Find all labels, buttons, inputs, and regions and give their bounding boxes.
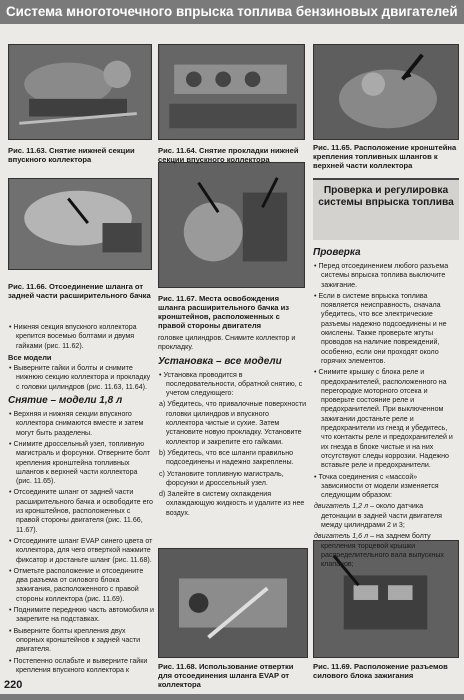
- page-number: 220: [4, 679, 23, 691]
- page-header: Система многоточечного впрыска топлива бензиновых двигателей: [0, 0, 464, 24]
- list-item: • Снимите дроссельный узел, топливную магистраль и форсунки. Отверните болт крепления кронштейна топливных шлангов к верхней части коллектора (рис. 11.65).: [9, 439, 151, 486]
- paragraph: головке цилиндров. Снимите коллектор и прокладку.: [158, 334, 296, 352]
- spec-label: двигатель 1,2 л: [314, 502, 369, 511]
- list-item: b) Убедитесь, что все шланги правильно подсоединены и надежно закреплены.: [159, 448, 294, 467]
- list-item: • Установка проводится в последовательности, обратной снятию, с учетом следующего:: [159, 370, 303, 398]
- figure-11-66-caption: Рис. 11.66. Отсоединение шланга от задней части расширительного бачка: [8, 282, 151, 300]
- figure-11-64-photo: [158, 44, 305, 140]
- spec-item: [313, 502, 459, 530]
- list-item: • Поднимите переднюю часть автомобиля и закрепите на подставках.: [9, 606, 155, 624]
- list-item: • Перед отсоединением любого разъема системы впрыска топлива выключите зажигание.: [314, 262, 449, 289]
- list-item: • Постепенно ослабьте и выверните гайки крепления впускного коллектора к: [9, 656, 148, 674]
- column-1-text: [8, 323, 154, 673]
- figure-11-67-caption: Рис. 11.67. Места освобождения шланга расширительного бачка из кронштейнов, расположенных с правой стороны двигателя: [158, 294, 290, 330]
- spec-item: [313, 532, 459, 569]
- heading-install: Установка – все модели: [158, 355, 282, 367]
- figure-11-65-caption: Рис. 11.65. Расположение кронштейна крепления топливных шлангов к верхней части коллектора: [313, 143, 457, 170]
- list-item: • Снимите крышку с блока реле и предохранителей, расположенного на перегородке моторного отсека и проверьте состояние реле и предохранителей. При выключенном зажигании достаньте реле и предохранители из гнезд и убедитесь, что контакты реле и предохранителей и их гнезда в блоке чистые и на них отсутствуют следы коррозии. Надежно вставьте реле и предохранители.: [314, 368, 453, 470]
- heading-removal-1-8: Снятие – модели 1,8 л: [8, 395, 123, 407]
- footer-bar: [0, 694, 464, 700]
- list-item: • Выверните болты крепления двух опорных кронштейнов к задней части двигателя.: [9, 626, 141, 654]
- column-3-text: [313, 244, 459, 569]
- list-item: а) Убедитесь, что привалочные поверхности головки цилиндров и впускного коллектора чистые и сухие. Затем установите новую прокладку. Установите коллектор и закрепите его гайками.: [159, 400, 307, 446]
- figure-11-67-photo: [158, 162, 305, 288]
- spec-text: – около датчика детонации в задней части двигателя между цилиндрами 2 и 3;: [321, 502, 442, 530]
- list-item: • Отсоедините шланг от задней части расширительного бачка и освободите его из кронштейнов, расположенных с правой стороны двигателя (рис. 11.66, 11.67).: [9, 488, 153, 534]
- list-item: • Верхняя и нижняя секции впускного коллектора снимаются вместе и затем могут быть разделены.: [9, 410, 144, 437]
- column-2-text: [158, 334, 308, 546]
- list-item: • Отметьте расположение и отсоедините два разъема от силового блока зажигания, расположенного с правой стороны коллектора (рис. 11.69).: [9, 566, 144, 603]
- figure-11-63-caption: Рис. 11.63. Снятие нижней секции впускного коллектора: [8, 146, 135, 164]
- list-item: • Если в системе впрыска топлива появляется неисправность, сначала убедитесь, что все электрические разъемы надежно подсоединены и не окислены. Также проверьте жгуты проводов на наличие повреждений, особенно, если они проходят около горячих элементов.: [314, 291, 447, 365]
- figure-11-65-photo: [313, 44, 459, 140]
- figure-11-66-photo: [8, 178, 152, 270]
- figure-11-63-photo: [8, 44, 152, 140]
- list-item: d) Залейте в систему охлаждения охлаждающую жидкость и удалите из нее воздух.: [159, 490, 305, 517]
- spec-text: – на заднем болту крепления торцевой крышки распределительного вала выпускных клапанов;: [321, 532, 444, 569]
- subheading-all-models: Все модели: [8, 352, 52, 362]
- paragraph: • Выверните гайки и болты и снимите нижнюю секцию коллектора и прокладку с головки цилиндров (рис. 11.63, 11.64).: [9, 364, 151, 391]
- figure-11-64-caption: Рис. 11.64. Снятие прокладки нижней секции впускного коллектора: [158, 146, 299, 164]
- figure-11-68-photo: [158, 548, 308, 658]
- paragraph: • Нижняя секция впускного коллектора крепится восемью болтами и двумя гайками (рис. 11.62).: [9, 323, 137, 350]
- heading-check: Проверка: [313, 247, 361, 258]
- list-item: • Точка соединения с «массой» зависимости от модели изменяется следующим образом:: [314, 472, 439, 500]
- figure-11-69-caption: Рис. 11.69. Расположение разъемов силового блока зажигания: [313, 662, 448, 680]
- figure-11-68-caption: Рис. 11.68. Использование отвертки для отсоединения шланга EVAP от коллектора: [158, 662, 294, 689]
- spec-label: двигатель 1,6 л: [314, 532, 369, 541]
- section-title: Проверка и регулировка системы впрыска топлива: [313, 178, 459, 240]
- list-item: c) Установите топливную магистраль, форсунки и дроссельный узел.: [159, 469, 284, 487]
- list-item: • Отсоедините шланг EVAP синего цвета от коллектора, для чего отверткой нажмите фиксатор и достаньте шланг (рис. 11.68).: [9, 536, 153, 564]
